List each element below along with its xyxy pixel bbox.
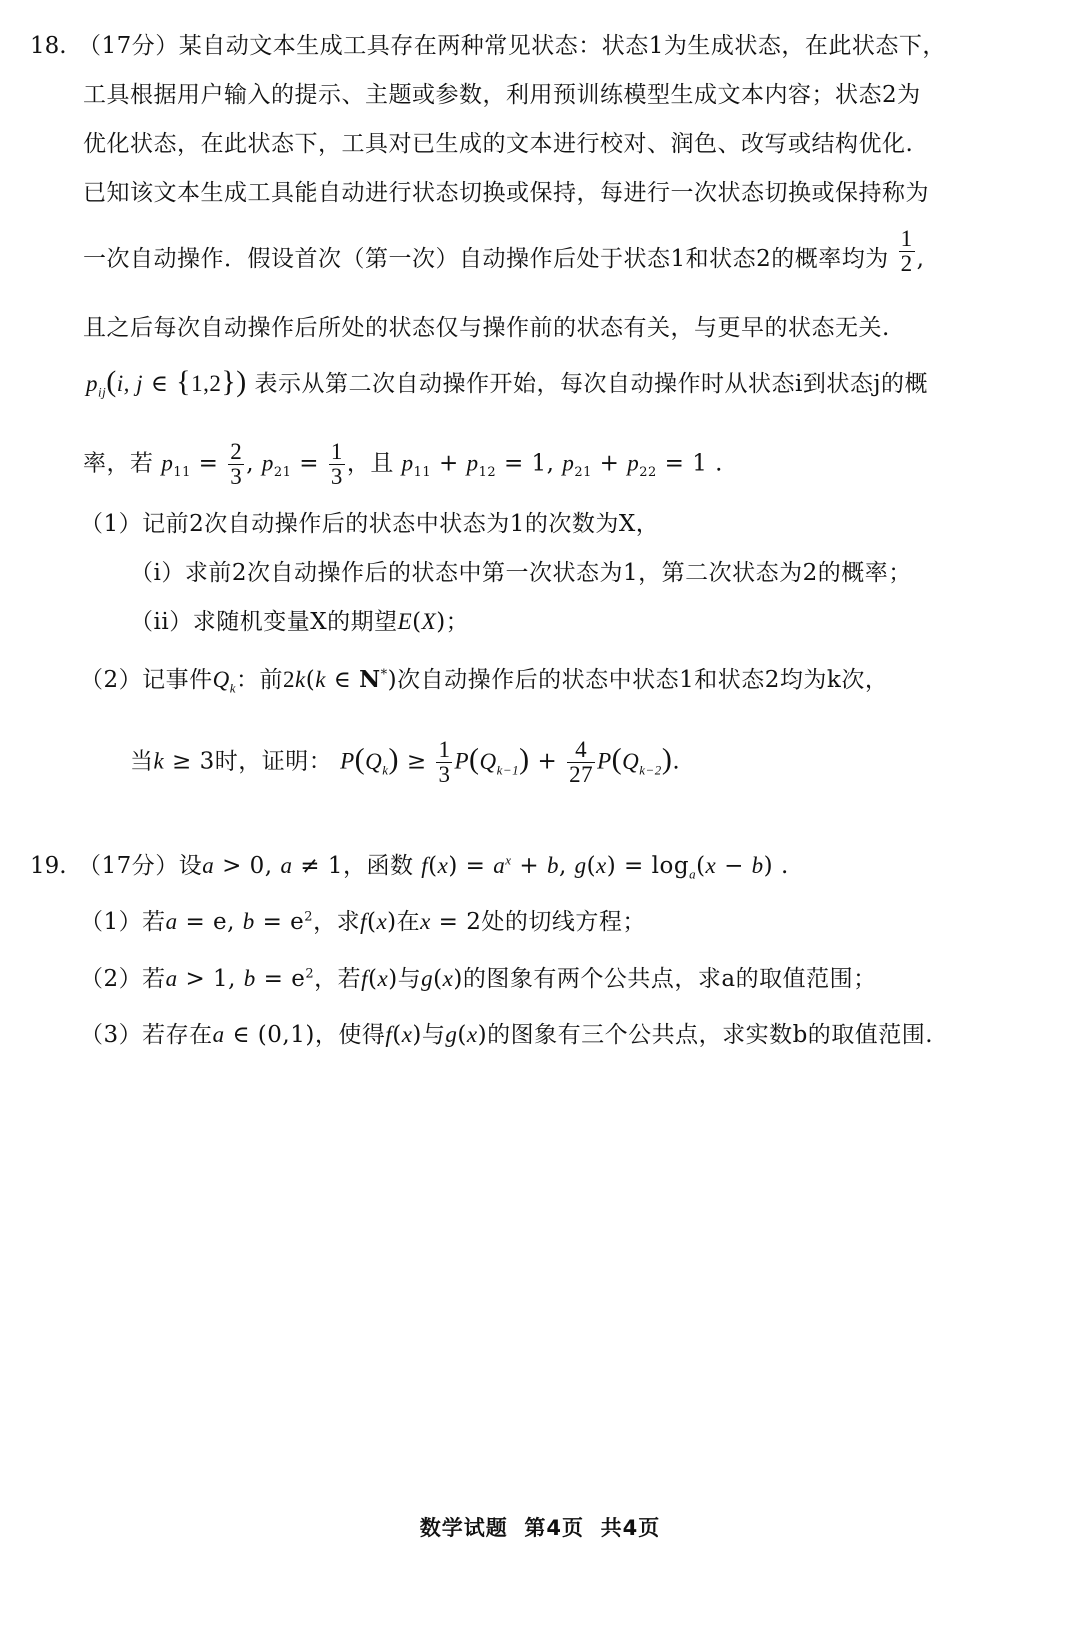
q18-part2-lead: （2）记事件: [80, 667, 213, 693]
q18-part2-proof: 当k ≥ 3时，证明： $P(Q_k)$ ≥ $\frac{1}{3}$ $P(Q_{k-1})$ + $\frac{4}{27}$ $P(Q_{k-2})$.: [130, 737, 681, 787]
q18-line3: 优化状态，在此状态下，工具对已生成的文本进行校对、润色、改写或结构优化.: [83, 131, 914, 157]
q19-part3: （3）若存在a ∈ (0,1)，使得f(x)与g(x)的图象有三个公共点，求实数b的取值范围.: [80, 1022, 934, 1048]
q18-line7: $p_{ij}(i$, j ∈ {1,2}) 表示从第二次自动操作开始，每次自动操作时从状态i到状态j的概: [86, 365, 929, 400]
q18-part1-i: （i）求前2次自动操作后的状态中第一次状态为1，第二次状态为2的概率；: [130, 560, 912, 586]
q19-part2: （2）若a > 1, $b = e^2$，若f(x)与g(x)的图象有两个公共点，求a的取值范围；: [80, 966, 877, 992]
q19-part1: （1）若a = e, $b = e^2$，求f(x)在x = 2处的切线方程；: [80, 909, 646, 935]
q18-line7-text: 表示从第二次自动操作开始，每次自动操作时从状态i到状态j的概: [254, 371, 929, 397]
fraction-one-third: $\frac{1}{3}$: [330, 439, 343, 489]
fraction-two-thirds: $\frac{2}{3}$: [230, 439, 243, 489]
q19-number: 19.: [30, 853, 67, 879]
footer-page: 第4页: [524, 1516, 584, 1540]
q18-line5: 一次自动操作．假设首次（第一次）自动操作后处于状态1和状态2的概率均为 $\frac{1}{2}$ ,: [83, 225, 925, 276]
q18-part2: （2）记事件$Q_k$：前2k(k ∈ N*)次自动操作后的状态中状态1和状态2均为k次，: [80, 666, 889, 696]
fraction-one-third-b: $\frac{1}{3}$: [438, 737, 451, 787]
q18-part1: （1）记前2次自动操作后的状态中状态为1的次数为X，: [80, 511, 660, 537]
q18-line2: 工具根据用户输入的提示、主题或参数，利用预训练模型生成文本内容；状态2为: [83, 82, 921, 108]
q18-line4: 已知该文本生成工具能自动进行状态切换或保持，每进行一次状态切换或保持称为: [83, 180, 929, 206]
q19-line1: （17分）设a > 0, a ≠ 1，函数 $f(x) = a^x + b$, $g(x) = \log_a(x - b)$ .: [78, 852, 789, 882]
q18-number: 18.: [30, 33, 67, 59]
q18-line8: 率，若 $p_{11}$ = $\frac{2}{3}$ , $p_{21}$ = $\frac{1}{3}$ ，且 $p_{11} + p_{12} = 1$, $p_{21} + p_{22} = 1$ .: [83, 439, 723, 489]
q18-line6: 且之后每次自动操作后所处的状态仅与操作前的状态有关，与更早的状态无关.: [83, 315, 890, 341]
q18-part1-ii: （ii）求随机变量X的期望E(X)；: [130, 609, 470, 635]
footer-total: 共4页: [600, 1516, 661, 1540]
q18-line5-text: 一次自动操作．假设首次（第一次）自动操作后处于状态1和状态2的概率均为: [83, 246, 889, 272]
pij-notation: $p_{ij}$: [86, 371, 107, 400]
page-footer: [0, 1512, 1080, 1542]
q18-line8-lead: 率，若: [83, 450, 154, 477]
q18-line8-and: ，且: [346, 450, 394, 477]
q18-line1: （17分）某自动文本生成工具存在两种常见状态：状态1为生成状态，在此状态下，: [78, 33, 946, 59]
footer-subject: 数学试题: [419, 1516, 508, 1540]
fraction-one-half: $\frac{1}{2}$: [900, 225, 913, 276]
q18-part1-ii-text: （ii）求随机变量X的期望: [130, 609, 398, 635]
fraction-four-27: $\frac{4}{27}$: [569, 737, 594, 787]
